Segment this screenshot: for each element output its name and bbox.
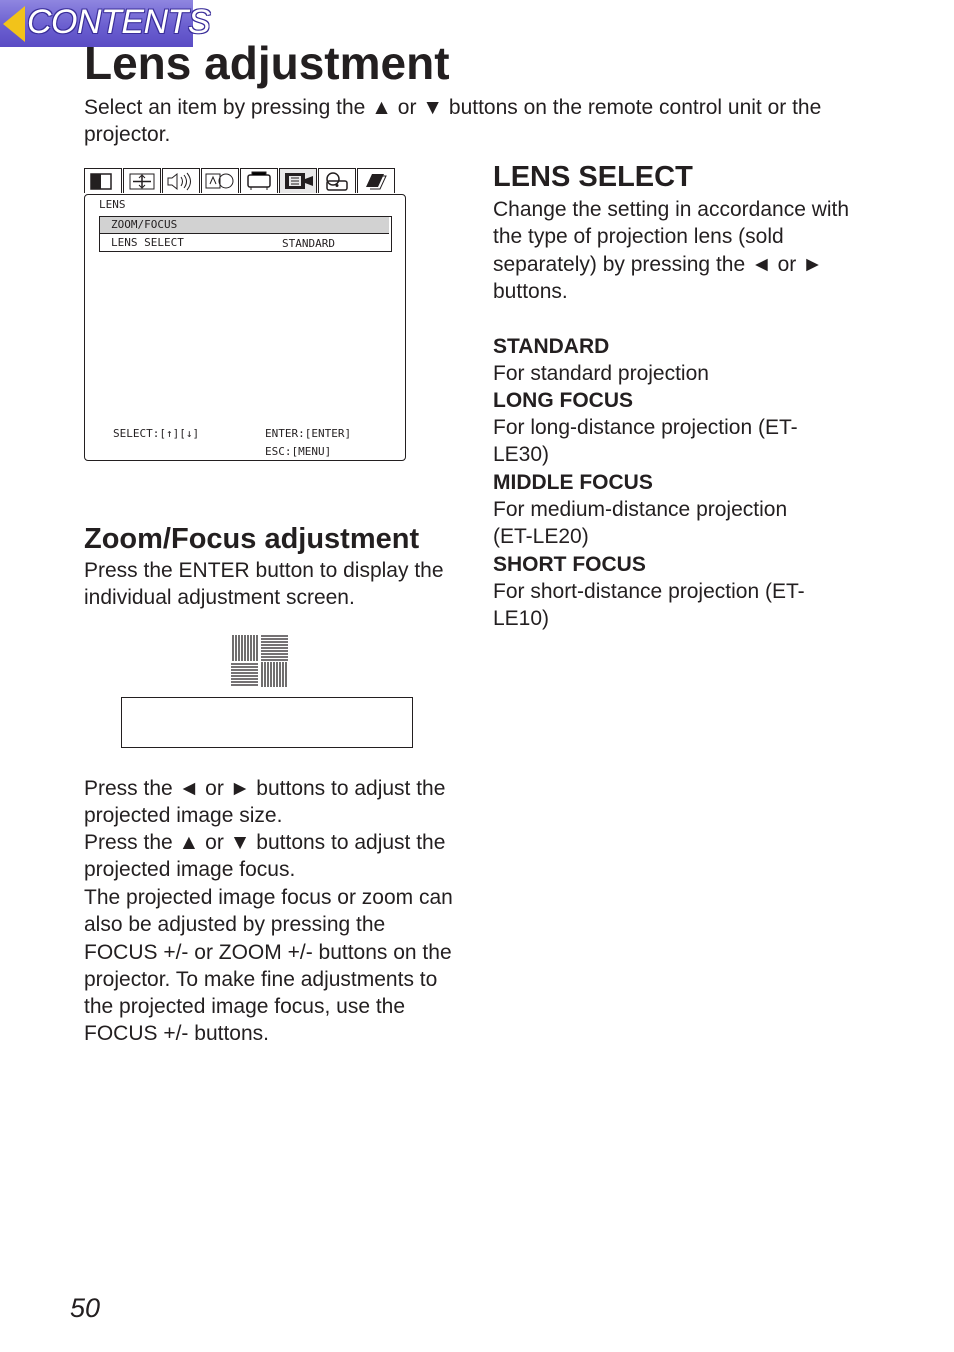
lens-option-title: MIDDLE FOCUS bbox=[493, 471, 653, 494]
lens-option-desc: For standard projection bbox=[493, 362, 709, 385]
lens-option-title: STANDARD bbox=[493, 335, 610, 358]
zoom-instruction-2: Press the ▲ or ▼ buttons to adjust the projected image focus. bbox=[84, 831, 446, 882]
adjustment-screen-box bbox=[121, 697, 413, 748]
options-tab-icon bbox=[240, 168, 278, 193]
network-tab-icon bbox=[357, 168, 395, 193]
osd-row-zoom-focus[interactable]: ZOOM/FOCUS bbox=[111, 218, 178, 231]
lens-select-description: Change the setting in accordance with the type of projection lens (sold separately) by pressing the ◄ or ► buttons. bbox=[493, 198, 850, 303]
osd-lens-select-value: STANDARD bbox=[282, 237, 335, 250]
lens-option-desc: For short-distance projection (ET-LE10) bbox=[493, 580, 805, 630]
zoom-focus-icon bbox=[231, 634, 289, 693]
lens-tab-icon bbox=[279, 168, 317, 193]
contents-label: CONTENTS bbox=[27, 3, 210, 41]
lens-option-desc: For medium-distance projection (ET-LE20) bbox=[493, 498, 788, 548]
lens-option-desc: For long-distance projection (ET-LE30) bbox=[493, 416, 798, 466]
osd-row-divider bbox=[100, 233, 389, 234]
language-tab-icon bbox=[201, 168, 239, 193]
zoom-focus-description: Press the ENTER button to display the individual adjustment screen. bbox=[84, 559, 444, 610]
page-number: 50 bbox=[70, 1293, 101, 1323]
lens-option-title: LONG FOCUS bbox=[493, 389, 633, 412]
lens-select-heading: LENS SELECT bbox=[493, 161, 693, 193]
zoom-instruction-3: The projected image focus or zoom can also be adjusted by pressing the FOCUS +/- or ZOOM +/- buttons on the projector. To make fine adjustments to the projected image focus, use the FOCUS +/- buttons. bbox=[84, 886, 453, 1046]
osd-footer-esc: ESC:[MENU] bbox=[265, 445, 332, 458]
zoom-instruction-1: Press the ◄ or ► buttons to adjust the projected image size. bbox=[84, 777, 446, 828]
sound-tab-icon bbox=[162, 168, 200, 193]
security-tab-icon bbox=[318, 168, 356, 193]
picture-tab-icon bbox=[84, 168, 122, 193]
back-arrow-icon bbox=[3, 6, 25, 42]
osd-footer-enter: ENTER:[ENTER] bbox=[265, 427, 352, 440]
position-tab-icon bbox=[123, 168, 161, 193]
osd-footer-select: SELECT:[↑][↓] bbox=[113, 427, 200, 440]
page-title: Lens adjustment bbox=[84, 37, 450, 89]
osd-row-lens-select[interactable]: LENS SELECT bbox=[111, 236, 184, 249]
zoom-focus-heading: Zoom/Focus adjustment bbox=[84, 523, 420, 555]
intro-text: Select an item by pressing the ▲ or ▼ buttons on the remote control unit or the projector. bbox=[84, 96, 822, 146]
lens-option-title: SHORT FOCUS bbox=[493, 553, 646, 576]
osd-menu-title: LENS bbox=[99, 198, 126, 211]
